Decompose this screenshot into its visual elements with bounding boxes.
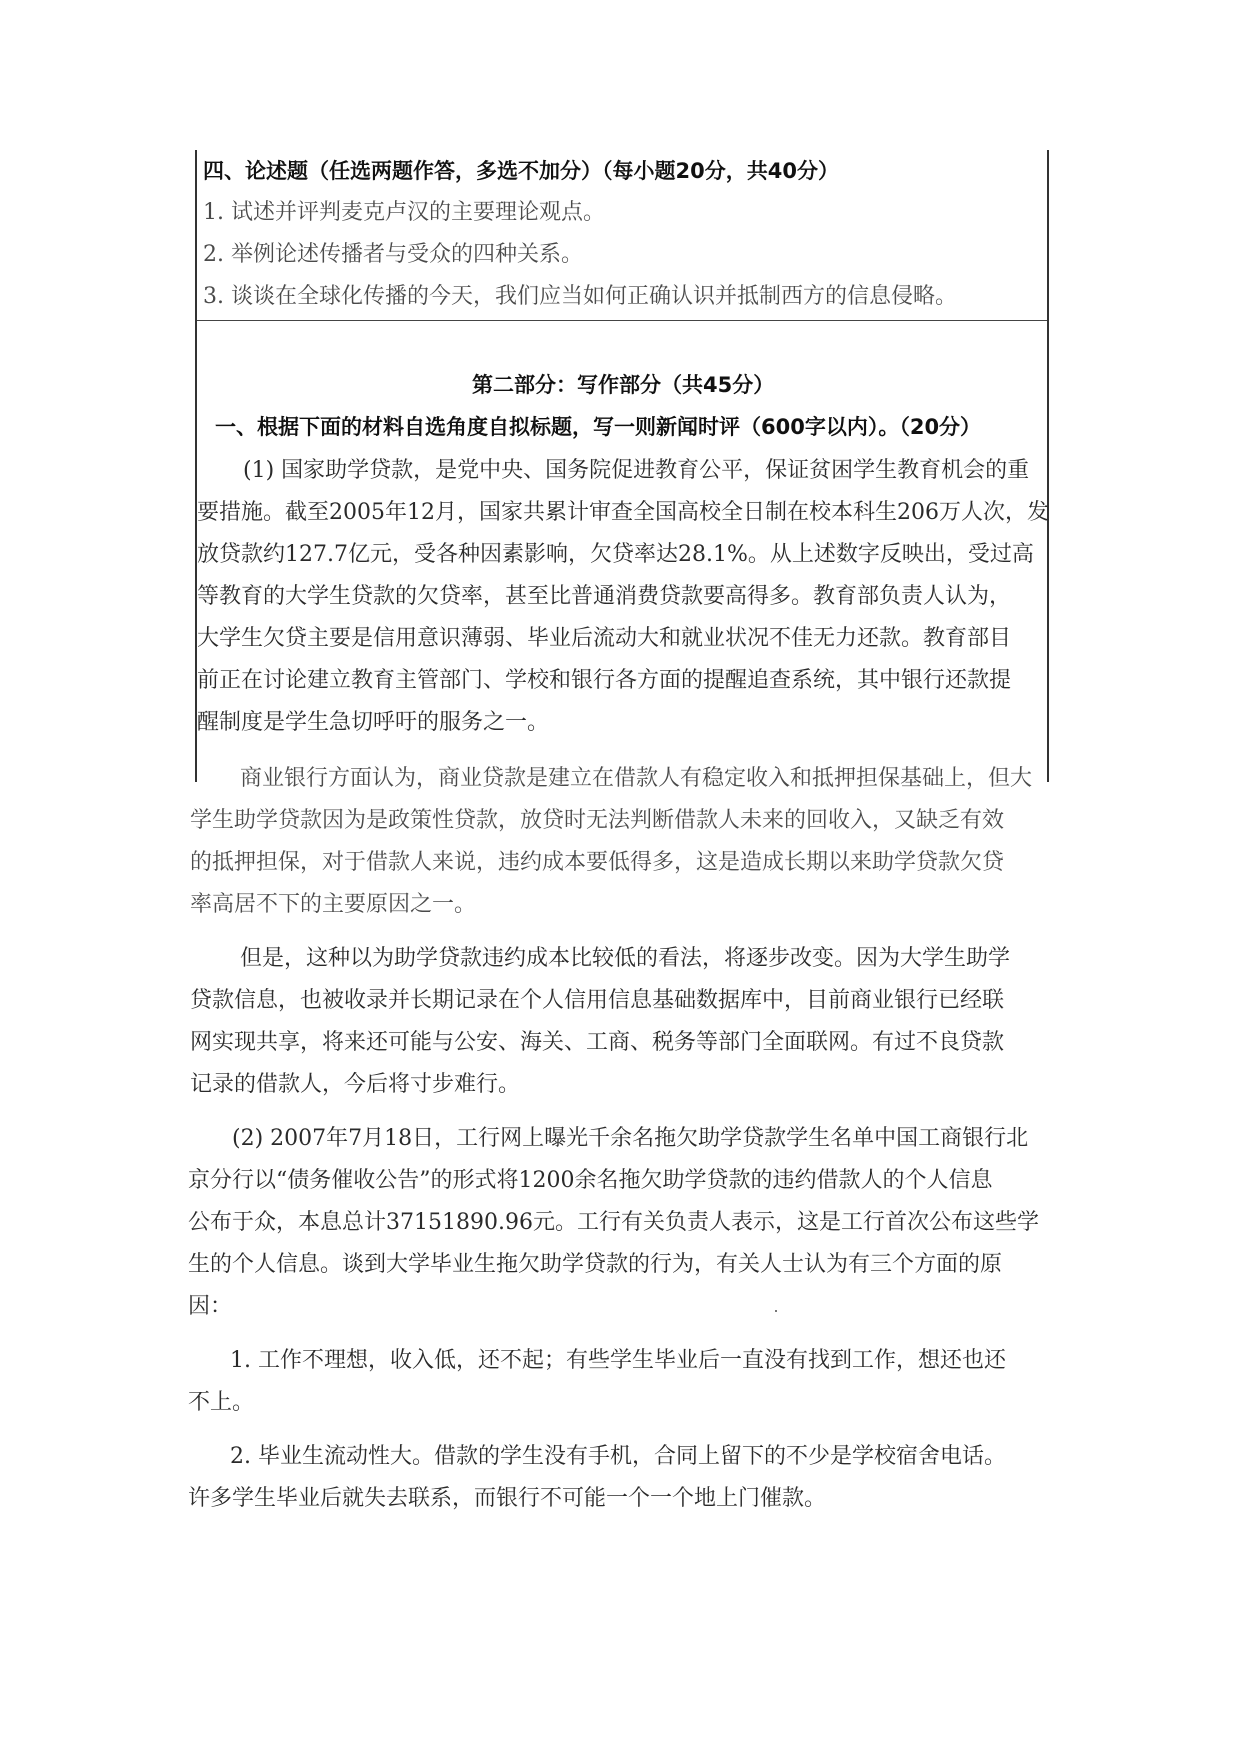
reason-2-line: 许多学生毕业后就失去联系，而银行不可能一个一个地上门催款。	[188, 1486, 827, 1511]
part2-title: 第二部分：写作部分（共45分）	[472, 373, 775, 397]
material-1-line: (1) 国家助学贷款，是党中央、国务院促进教育公平，保证贫困学生教育机会的重	[243, 458, 1030, 483]
material-1b-line: 的抵押担保，对于借款人来说，违约成本要低得多，这是造成长期以来助学贷款欠贷	[190, 850, 1005, 875]
material-1-line: 前正在讨论建立教育主管部门、学校和银行各方面的提醒追查系统，其中银行还款提	[197, 668, 1012, 693]
question-item: 2. 举例论述传播者与受众的四种关系。	[203, 242, 583, 267]
material-1c-line: 但是，这种以为助学贷款违约成本比较低的看法，将逐步改变。因为大学生助学	[240, 946, 1011, 971]
material-1-line: 大学生欠贷主要是信用意识薄弱、毕业后流动大和就业状况不佳无力还款。教育部目	[197, 626, 1012, 651]
material-1-line: 要措施。截至2005年12月，国家共累计审查全国高校全日制在校本科生206万人次，发	[197, 500, 1049, 525]
box-divider	[197, 320, 1047, 321]
material-1b-line: 率高居不下的主要原因之一。	[190, 892, 477, 917]
material-1b-line: 学生助学贷款因为是政策性贷款，放贷时无法判断借款人未来的回收入，又缺乏有效	[190, 808, 1005, 833]
material-2-line: 公布于众，本息总计37151890.96元。工行有关负责人表示，这是工行首次公布这些学	[188, 1210, 1039, 1235]
reason-1-line: 1. 工作不理想，收入低，还不起；有些学生毕业后一直没有找到工作，想还也还	[230, 1348, 1006, 1373]
material-2-line: (2) 2007年7月18日，工行网上曝光千余名拖欠助学贷款学生名单中国工商银行北	[232, 1126, 1029, 1151]
material-1-line: 等教育的大学生贷款的欠贷率，甚至比普通消费贷款要高得多。教育部负责人认为，	[197, 584, 1012, 609]
material-2-line: 京分行以“债务催收公告”的形式将1200余名拖欠助学贷款的违约借款人的个人信息	[188, 1168, 993, 1193]
question-item: 3. 谈谈在全球化传播的今天，我们应当如何正确认识并抵制西方的信息侵略。	[203, 284, 957, 309]
writing-task: 一、根据下面的材料自选角度自拟标题，写一则新闻时评（600字以内）。（20分）	[215, 415, 982, 439]
material-1b-line: 商业银行方面认为，商业贷款是建立在借款人有稳定收入和抵押担保基础上，但大	[240, 766, 1033, 791]
material-1-line: 放贷款约127.7亿元，受各种因素影响，欠贷率达28.1%。从上述数字反映出，受过高	[197, 542, 1034, 567]
material-2-line: 生的个人信息。谈到大学毕业生拖欠助学贷款的行为，有关人士认为有三个方面的原	[188, 1252, 1003, 1277]
section4-heading: 四、论述题（任选两题作答，多选不加分）（每小题20分，共40分）	[203, 159, 839, 183]
question-item: 1. 试述并评判麦克卢汉的主要理论观点。	[203, 200, 605, 225]
reason-1-line: 不上。	[188, 1390, 255, 1415]
material-1c-line: 贷款信息，也被收录并长期记录在个人信用信息基础数据库中，目前商业银行已经联	[190, 988, 1005, 1013]
material-1c-line: 记录的借款人，今后将寸步难行。	[190, 1072, 521, 1097]
reason-2-line: 2. 毕业生流动性大。借款的学生没有手机，合同上留下的不少是学校宿舍电话。	[230, 1444, 1006, 1469]
scan-speck	[775, 1310, 777, 1312]
material-1c-line: 网实现共享，将来还可能与公安、海关、工商、税务等部门全面联网。有过不良贷款	[190, 1030, 1005, 1055]
material-1-line: 醒制度是学生急切呼吁的服务之一。	[197, 710, 550, 735]
material-2-line: 因：	[188, 1294, 233, 1319]
